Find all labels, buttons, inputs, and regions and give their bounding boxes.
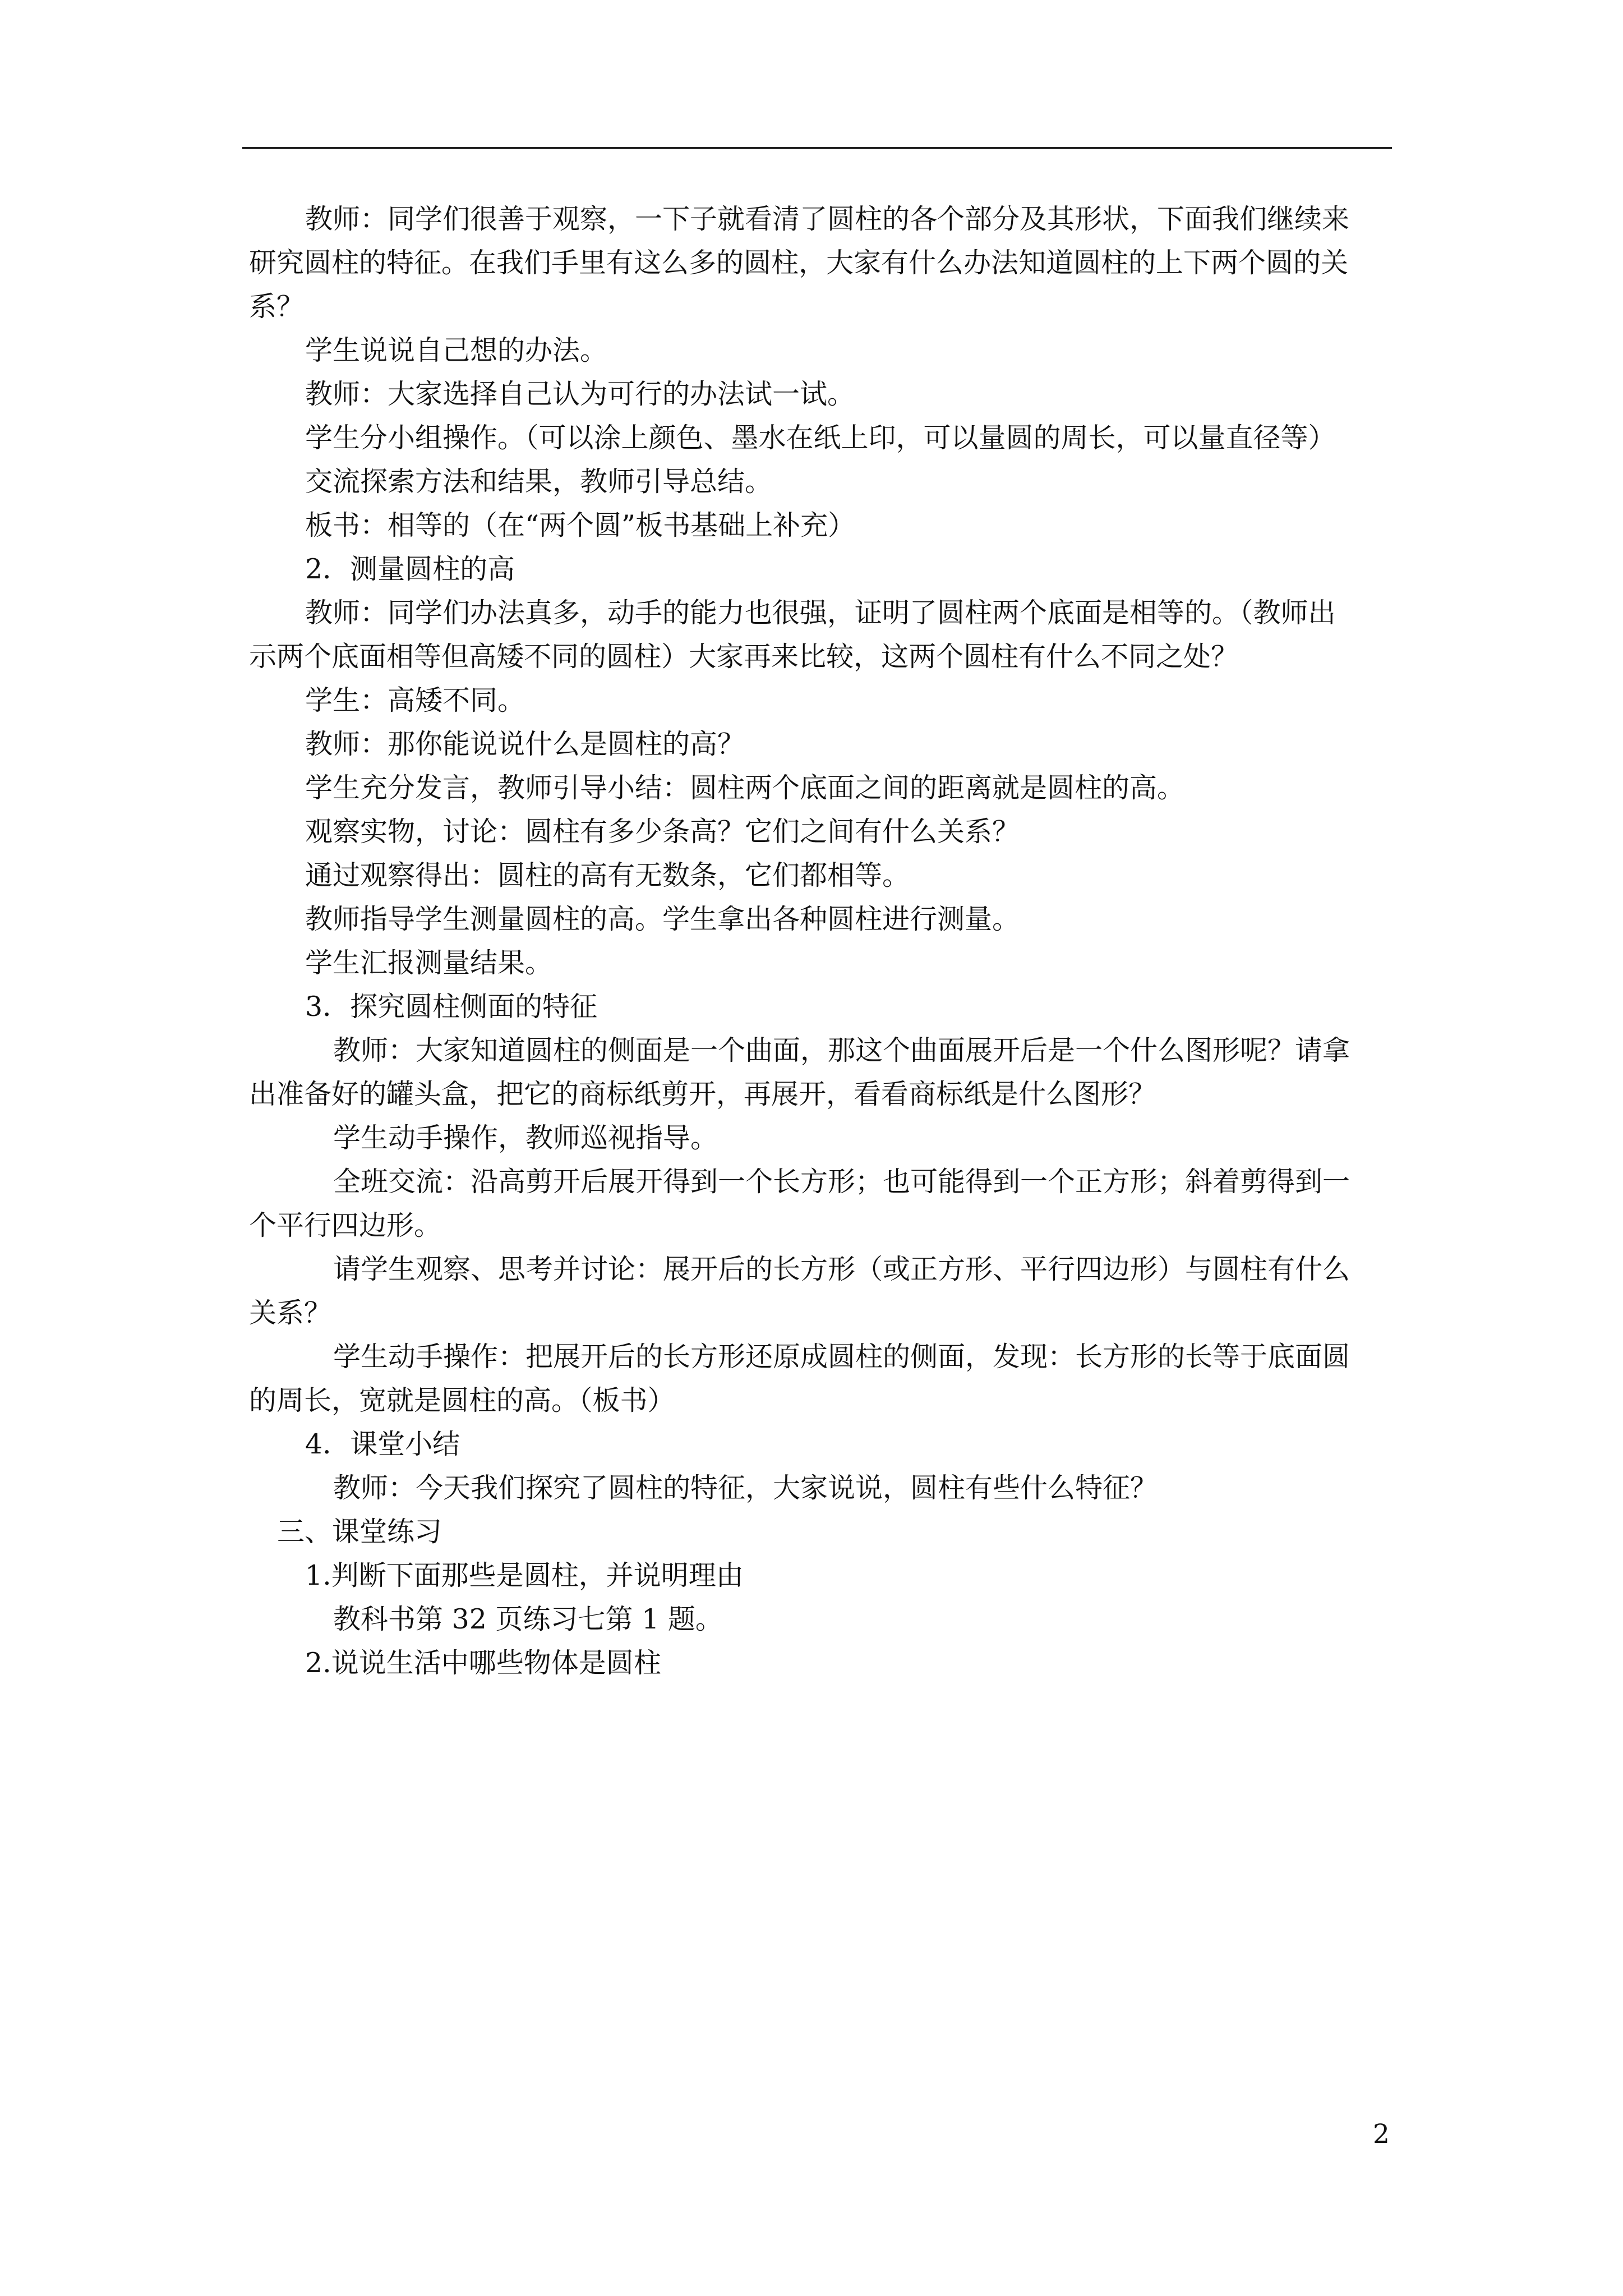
paragraph-line: 学生动手操作，教师巡视指导。 [333, 1122, 718, 1154]
paragraph-line: 教师：同学们办法真多，动手的能力也很强，证明了圆柱两个底面是相等的。（教师出 [305, 597, 1336, 629]
paragraph-line: 全班交流：沿高剪开后展开得到一个长方形；也可能得到一个正方形；斜着剪得到一 [333, 1166, 1350, 1198]
paragraph-line: 系？ [249, 291, 305, 323]
paragraph-line: 学生汇报测量结果。 [305, 947, 553, 979]
paragraph-line: 教科书第 32 页练习七第 1 题。 [333, 1603, 723, 1635]
paragraph-line: 三、课堂练习 [277, 1516, 442, 1548]
paragraph-line: 请学生观察、思考并讨论：展开后的长方形（或正方形、平行四边形）与圆柱有什么 [333, 1253, 1350, 1285]
paragraph-line: 2．测量圆柱的高 [305, 553, 515, 585]
paragraph-line: 板书：相等的（在“两个圆”板书基础上补充） [305, 509, 856, 541]
paragraph-line: 2.说说生活中哪些物体是圆柱 [305, 1647, 661, 1679]
header-rule [242, 147, 1392, 149]
paragraph-line: 教师：同学们很善于观察，一下子就看清了圆柱的各个部分及其形状，下面我们继续来 [305, 203, 1350, 235]
paragraph-line: 学生分小组操作。（可以涂上颜色、墨水在纸上印，可以量圆的周长，可以量直径等） [305, 422, 1336, 454]
paragraph-line: 3．探究圆柱侧面的特征 [305, 991, 598, 1023]
paragraph-line: 个平行四边形。 [249, 1209, 442, 1241]
paragraph-line: 关系？ [249, 1297, 332, 1329]
paragraph-line: 学生：高矮不同。 [305, 684, 525, 716]
paragraph-line: 4．课堂小结 [305, 1428, 460, 1460]
paragraph-line: 1.判断下面那些是圆柱，并说明理由 [305, 1559, 744, 1591]
paragraph-line: 示两个底面相等但高矮不同的圆柱）大家再来比较，这两个圆柱有什么不同之处？ [249, 641, 1239, 673]
paragraph-line: 出准备好的罐头盒，把它的商标纸剪开，再展开，看看商标纸是什么图形？ [249, 1078, 1156, 1110]
paragraph-line: 交流探索方法和结果，教师引导总结。 [305, 466, 773, 498]
paragraph-line: 学生充分发言，教师引导小结：圆柱两个底面之间的距离就是圆柱的高。 [305, 772, 1185, 804]
paragraph-line: 观察实物，讨论：圆柱有多少条高？它们之间有什么关系？ [305, 816, 1020, 848]
paragraph-line: 通过观察得出：圆柱的高有无数条，它们都相等。 [305, 859, 910, 891]
paragraph-line: 研究圆柱的特征。在我们手里有这么多的圆柱，大家有什么办法知道圆柱的上下两个圆的关 [249, 247, 1349, 279]
page-number: 2 [1373, 2119, 1390, 2150]
paragraph-line: 教师：大家知道圆柱的侧面是一个曲面，那这个曲面展开后是一个什么图形呢？请拿 [333, 1034, 1350, 1066]
paragraph-line: 教师指导学生测量圆柱的高。学生拿出各种圆柱进行测量。 [305, 903, 1020, 935]
paragraph-line: 学生说说自己想的办法。 [305, 334, 608, 366]
paragraph-line: 学生动手操作：把展开后的长方形还原成圆柱的侧面，发现：长方形的长等于底面圆 [333, 1341, 1350, 1373]
paragraph-line: 教师：那你能说说什么是圆柱的高？ [305, 728, 745, 760]
paragraph-line: 教师：大家选择自己认为可行的办法试一试。 [305, 378, 855, 410]
paragraph-line: 教师：今天我们探究了圆柱的特征，大家说说，圆柱有些什么特征？ [333, 1472, 1158, 1504]
paragraph-line: 的周长，宽就是圆柱的高。（板书） [249, 1384, 675, 1416]
document-body [249, 197, 1393, 1685]
